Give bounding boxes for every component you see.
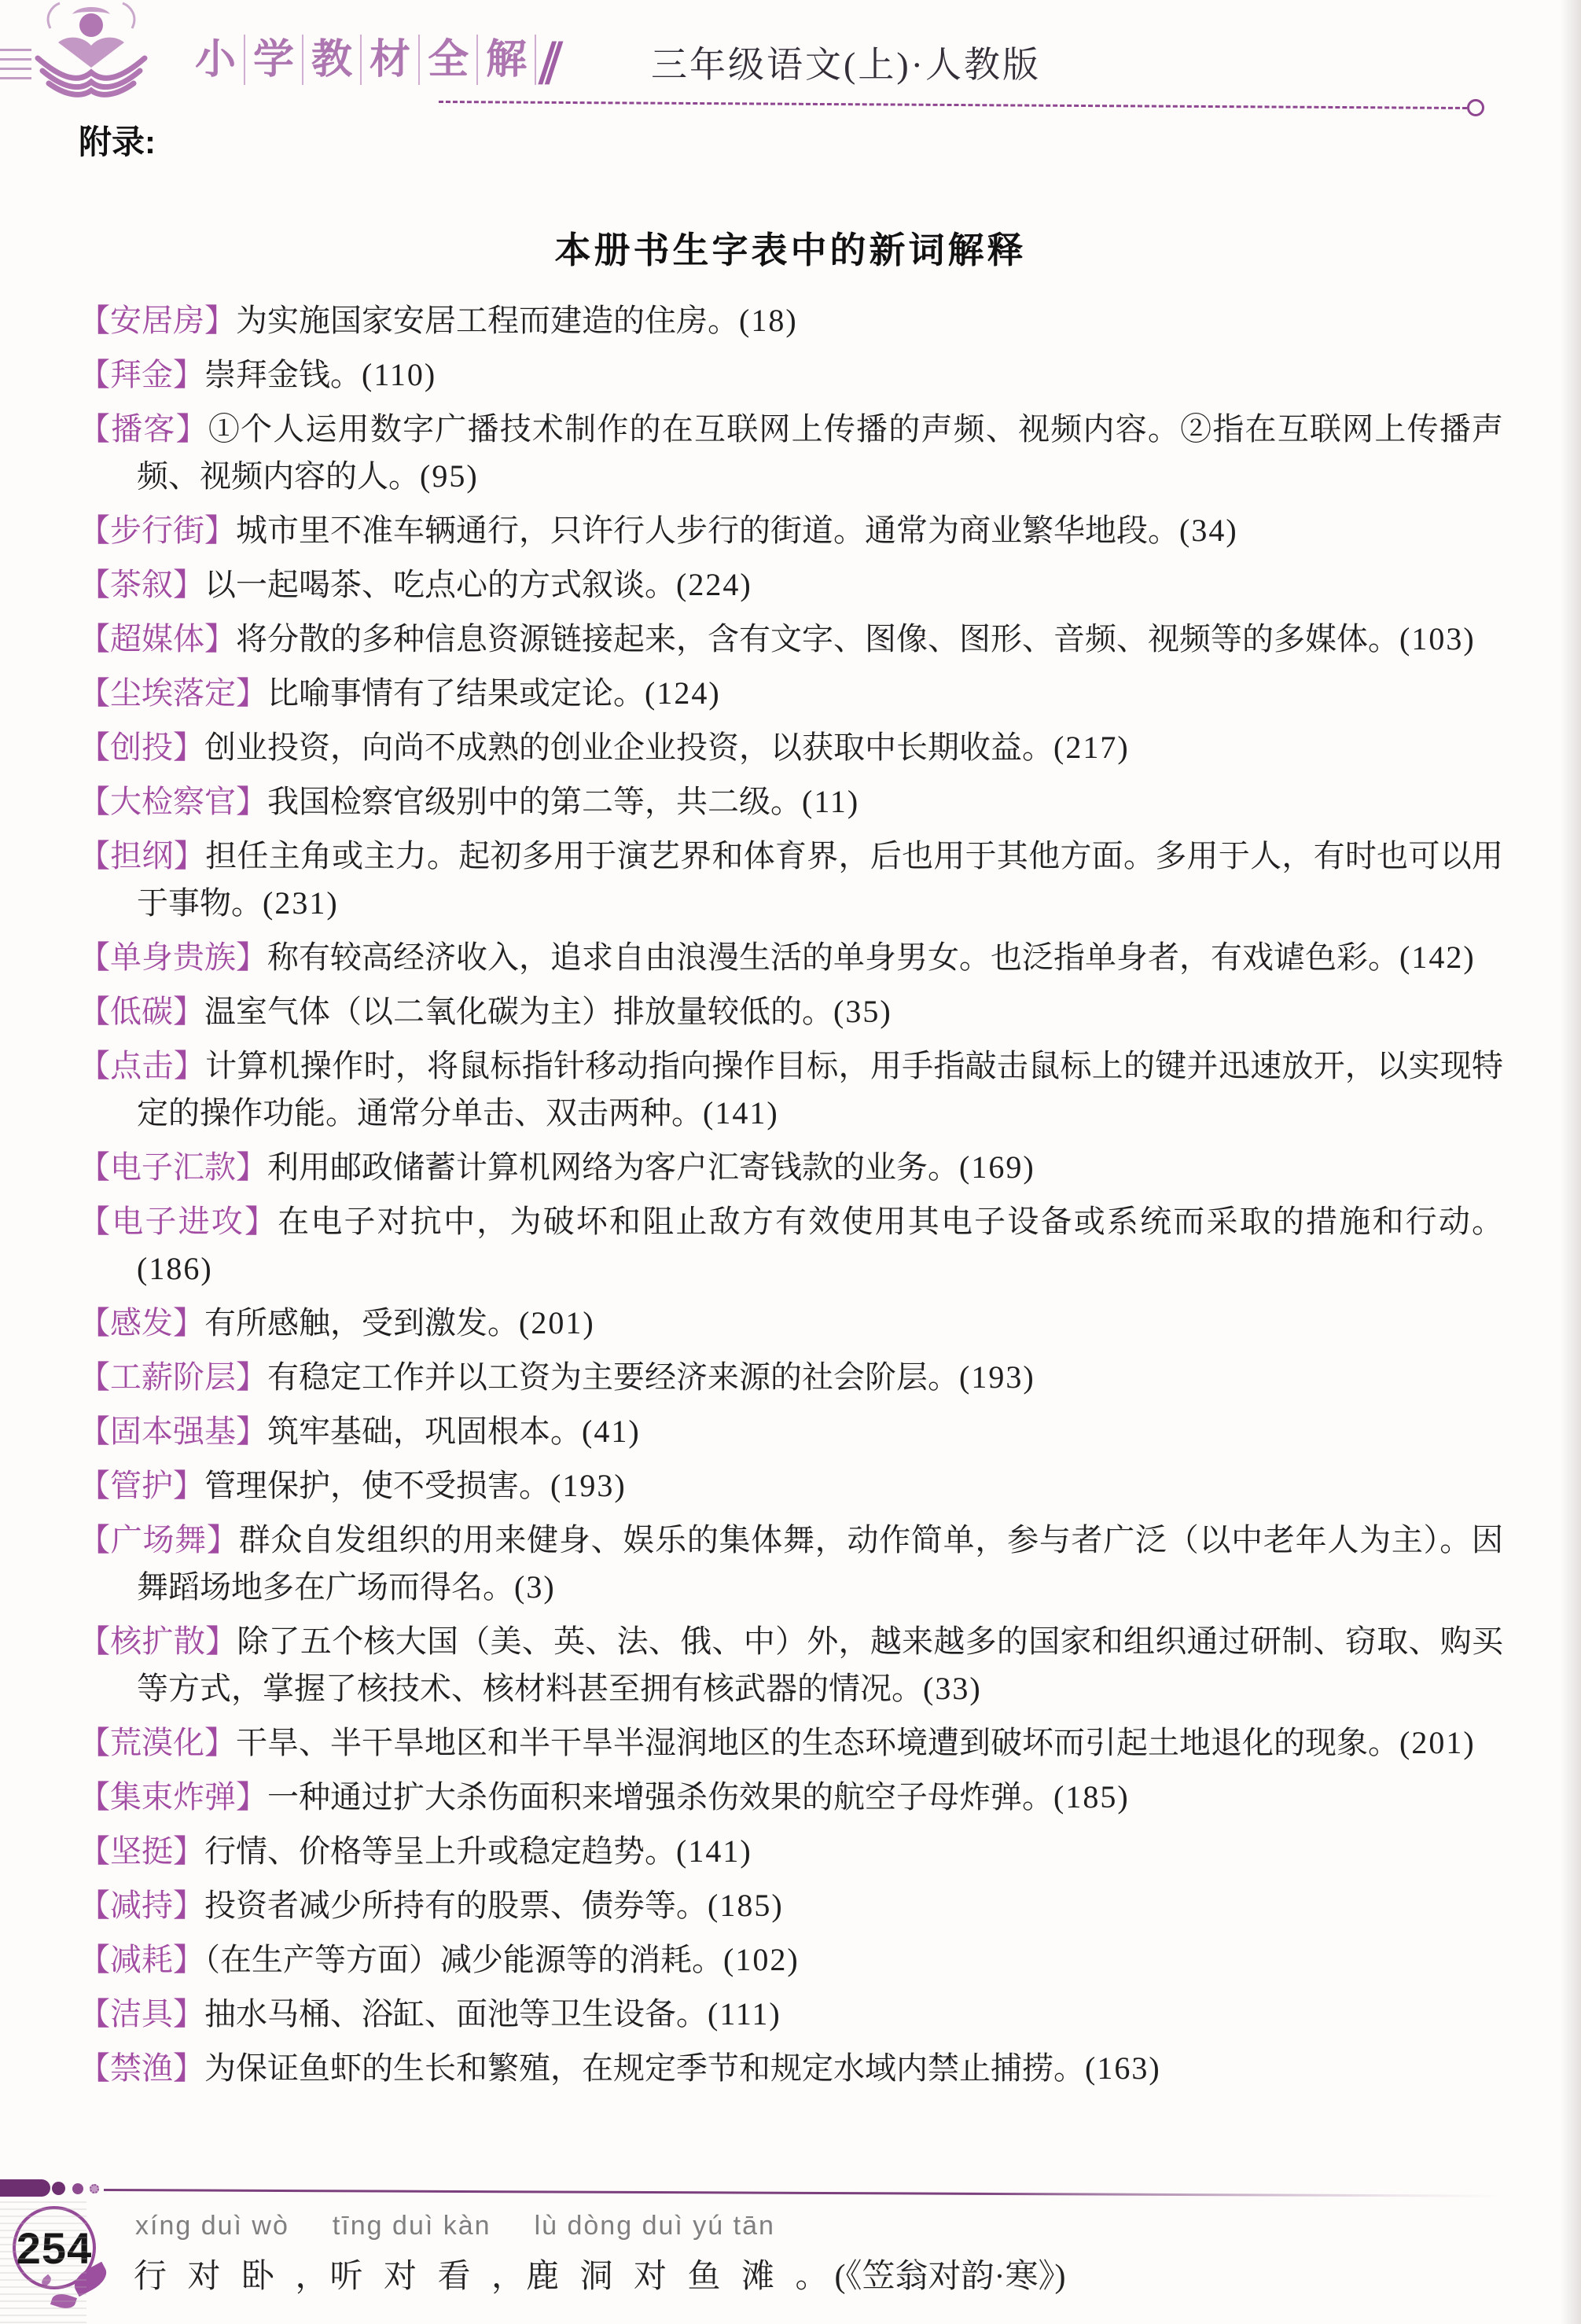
brand-char: 教: [303, 35, 362, 85]
glossary-entries-list: [79, 297, 1503, 2099]
entry-page-reference: (201): [519, 1305, 595, 1340]
entry-term: 【工薪阶层】: [79, 1359, 267, 1395]
glossary-entry: [79, 561, 1503, 609]
glossary-entry: [79, 1828, 1503, 1875]
entry-definition: 以一起喝茶、吃点心的方式叙谈。: [204, 567, 676, 602]
entry-definition: 利用邮政储蓄计算机网络为客户汇寄钱款的业务。: [267, 1149, 959, 1185]
entry-definition: 群众自发组织的用来健身、娱乐的集体舞，动作简单，参与者广泛（以中老年人为主）。因舞蹈场地多在广场而得名。: [137, 1522, 1504, 1605]
entry-term: 【荒漠化】: [79, 1725, 236, 1760]
entry-page-reference: (18): [739, 303, 798, 338]
glossary-entry: [79, 1354, 1503, 1401]
entry-term: 【低碳】: [79, 994, 204, 1029]
entry-definition: 筑牢基础，巩固根本。: [267, 1414, 582, 1449]
glossary-entry: [79, 1618, 1503, 1712]
entry-term: 【尘埃落定】: [79, 675, 267, 711]
glossary-entry: [79, 833, 1503, 927]
glossary-entry: [79, 778, 1503, 826]
entry-term: 【减持】: [79, 1888, 204, 1923]
entry-definition: 干旱、半干旱地区和半干旱半湿润地区的生态环境遭到破坏而引起土地退化的现象。: [236, 1725, 1399, 1760]
entry-term: 【广场舞】: [79, 1522, 239, 1557]
entry-definition: 城市里不准车辆通行，只许行人步行的街道。通常为商业繁华地段。: [236, 513, 1179, 548]
entry-term: 【安居房】: [79, 303, 236, 338]
glossary-entry: [79, 1144, 1503, 1191]
glossary-entry: [79, 1936, 1503, 1984]
entry-page-reference: (103): [1399, 621, 1476, 656]
entry-definition: 担任主角或主力。起初多用于演艺界和体育界，后也用于其他方面。多用于人，有时也可以用于事物。: [137, 838, 1504, 921]
entry-definition: 称有较高经济收入，追求自由浪漫生活的单身男女。也泛指单身者，有戏谑色彩。: [267, 940, 1399, 975]
glossary-entry: [79, 1882, 1503, 1929]
entry-page-reference: (142): [1399, 940, 1476, 975]
entry-term: 【洁具】: [79, 1996, 204, 2032]
entry-term: 【超媒体】: [79, 621, 236, 656]
footer-divider-line: [104, 2189, 1500, 2197]
entry-page-reference: (185): [1053, 1779, 1130, 1815]
glossary-entry: [79, 724, 1503, 771]
glossary-entry: [79, 616, 1503, 663]
entry-definition: 我国检察官级别中的第二等，共二级。: [267, 784, 802, 819]
entry-page-reference: (33): [923, 1671, 982, 1706]
entry-page-reference: (3): [514, 1569, 556, 1605]
entry-definition: （在生产等方面）减少能源等的消耗。: [204, 1942, 723, 1977]
entry-page-reference: (185): [708, 1888, 784, 1923]
brand-title: [187, 35, 570, 85]
footer-quote: [134, 2250, 1065, 2297]
entry-term: 【固本强基】: [79, 1414, 267, 1449]
entry-term: 【茶叙】: [79, 567, 204, 602]
entry-page-reference: (141): [676, 1833, 752, 1869]
entry-definition: 温室气体（以二氧化碳为主）排放量较低的。: [204, 994, 833, 1029]
entry-term: 【拜金】: [79, 357, 204, 392]
glossary-entry: [79, 1300, 1503, 1347]
entry-term: 【创投】: [79, 730, 204, 765]
brand-char: 学: [245, 35, 303, 85]
entry-definition: 抽水马桶、浴缸、面池等卫生设备。: [204, 1996, 708, 2032]
brand-slashes-decoration: ∥: [533, 36, 570, 84]
entry-page-reference: (217): [1053, 730, 1130, 765]
glossary-entry: [79, 934, 1503, 981]
entry-term: 【大检察官】: [79, 784, 267, 819]
brand-char: 材: [362, 35, 420, 85]
glossary-entry: [79, 1991, 1503, 2038]
entry-definition: ①个人运用数字广播技术制作的在互联网上传播的声频、视频内容。②指在互联网上传播声频、视频内容的人。: [137, 411, 1504, 494]
entry-definition: 除了五个核大国（美、英、法、俄、中）外，越来越多的国家和组织通过研制、窃取、购买等方式，掌握了核技术、核材料甚至拥有核武器的情况。: [137, 1623, 1504, 1706]
brand-char: 小: [187, 35, 245, 85]
entry-page-reference: (186): [137, 1251, 213, 1286]
entry-term: 【集束炸弹】: [79, 1779, 267, 1815]
entry-page-reference: (169): [959, 1149, 1035, 1185]
glossary-entry: [79, 351, 1503, 399]
entry-term: 【担纲】: [79, 838, 206, 873]
footer-dot-decoration: [72, 2183, 83, 2194]
entry-term: 【步行街】: [79, 513, 236, 548]
entry-definition: 投资者减少所持有的股票、债券等。: [204, 1888, 708, 1923]
entry-term: 【坚挺】: [79, 1833, 204, 1869]
page-header: [0, 0, 1581, 165]
appendix-label: 附录:: [79, 123, 156, 160]
entry-definition: 有稳定工作并以工资为主要经济来源的社会阶层。: [267, 1359, 959, 1395]
entry-page-reference: (163): [1085, 2050, 1161, 2086]
entry-term: 【禁渔】: [79, 2050, 204, 2086]
entry-page-reference: (34): [1179, 513, 1238, 548]
scan-edge-shadow: [1561, 0, 1581, 2324]
entry-definition: 崇拜金钱。: [204, 357, 362, 392]
entry-definition: 将分散的多种信息资源链接起来，含有文字、图像、图形、音频、视频等的多媒体。: [236, 621, 1399, 656]
glossary-entry: [79, 1517, 1503, 1611]
entry-term: 【播客】: [79, 411, 208, 447]
brand-char: 解: [478, 35, 536, 85]
entry-definition: 有所感触，受到激发。: [204, 1305, 519, 1340]
entry-term: 【减耗】: [79, 1942, 204, 1977]
entry-definition: 管理保护，使不受损害。: [204, 1468, 550, 1503]
entry-page-reference: (110): [362, 357, 437, 392]
entry-page-reference: (35): [833, 994, 892, 1029]
entry-page-reference: (193): [959, 1359, 1035, 1395]
glossary-entry: [79, 670, 1503, 717]
entry-definition: 计算机操作时，将鼠标指针移动指向操作目标，用手指敲击鼠标上的键并迅速放开，以实现特定的操作功能。通常分单击、双击两种。: [137, 1048, 1504, 1131]
scan-striations: [0, 2201, 86, 2324]
entry-term: 【电子汇款】: [79, 1149, 267, 1185]
glossary-entry: [79, 1408, 1503, 1455]
entry-page-reference: (193): [550, 1468, 627, 1503]
glossary-entry: [79, 507, 1503, 554]
glossary-entry: [79, 1774, 1503, 1821]
footer-dot-decoration: [90, 2184, 99, 2193]
entry-term: 【感发】: [79, 1305, 204, 1340]
entry-definition: 为保证鱼虾的生长和繁殖，在规定季节和规定水域内禁止捕捞。: [204, 2050, 1085, 2086]
entry-term: 【点击】: [79, 1048, 206, 1083]
entry-page-reference: (102): [723, 1942, 800, 1977]
glossary-entry: [79, 1719, 1503, 1767]
entry-term: 【电子进攻】: [79, 1204, 278, 1239]
entry-page-reference: (231): [263, 885, 339, 921]
quote-text: 行 对 卧 ，听 对 看 ，鹿 洞 对 鱼 滩 。: [134, 2259, 830, 2295]
entry-definition: 行情、价格等呈上升或稳定趋势。: [204, 1833, 676, 1869]
footer-bar-decoration: [0, 2179, 50, 2197]
glossary-entry: [79, 2045, 1503, 2092]
brand-char: 全: [420, 35, 478, 85]
entry-definition: 为实施国家安居工程而建造的住房。: [236, 303, 739, 338]
entry-term: 【核扩散】: [79, 1623, 237, 1659]
page-title: 本册书生字表中的新词解释: [554, 230, 1027, 270]
entry-definition: 在电子对抗中，为破坏和阻止敌方有效使用其电子设备或系统而采取的措施和行动。: [278, 1204, 1504, 1239]
page-number: 254: [16, 2223, 93, 2273]
entry-definition: 创业投资，向尚不成熟的创业企业投资，以获取中长期收益。: [204, 730, 1053, 765]
entry-page-reference: (224): [676, 567, 752, 602]
entry-page-reference: (95): [420, 458, 479, 494]
quote-source: (《笠翁对韵·寒》): [834, 2259, 1066, 2295]
entry-page-reference: (11): [802, 784, 860, 819]
entry-definition: 比喻事情有了结果或定论。: [267, 675, 645, 711]
entry-definition: 一种通过扩大杀伤面积来增强杀伤效果的航空子母炸弹。: [267, 1779, 1053, 1815]
glossary-entry: [79, 988, 1503, 1035]
entry-term: 【管护】: [79, 1468, 204, 1503]
entry-term: 【单身贵族】: [79, 940, 267, 975]
footer-pinyin-text: xíng duì wò tīng duì kàn lù dòng duì yú tān: [135, 2211, 775, 2241]
entry-page-reference: (141): [703, 1095, 779, 1131]
footer-dot-decoration: [52, 2182, 65, 2195]
entry-page-reference: (111): [708, 1996, 781, 2032]
edition-label: 三年级语文(上)·人教版: [651, 45, 1041, 85]
header-divider-end-circle: [1467, 99, 1484, 116]
glossary-entry: [79, 1042, 1503, 1137]
entry-page-reference: (201): [1399, 1725, 1476, 1760]
glossary-entry: [79, 297, 1503, 344]
entry-page-reference: (124): [645, 675, 721, 711]
glossary-entry: [79, 1462, 1503, 1509]
entry-page-reference: (41): [582, 1414, 641, 1449]
brand-reading-book-logo-icon: [20, 2, 162, 97]
glossary-entry: [79, 1198, 1503, 1293]
header-divider-dashed-line: [439, 101, 1467, 109]
glossary-entry: [79, 406, 1503, 500]
